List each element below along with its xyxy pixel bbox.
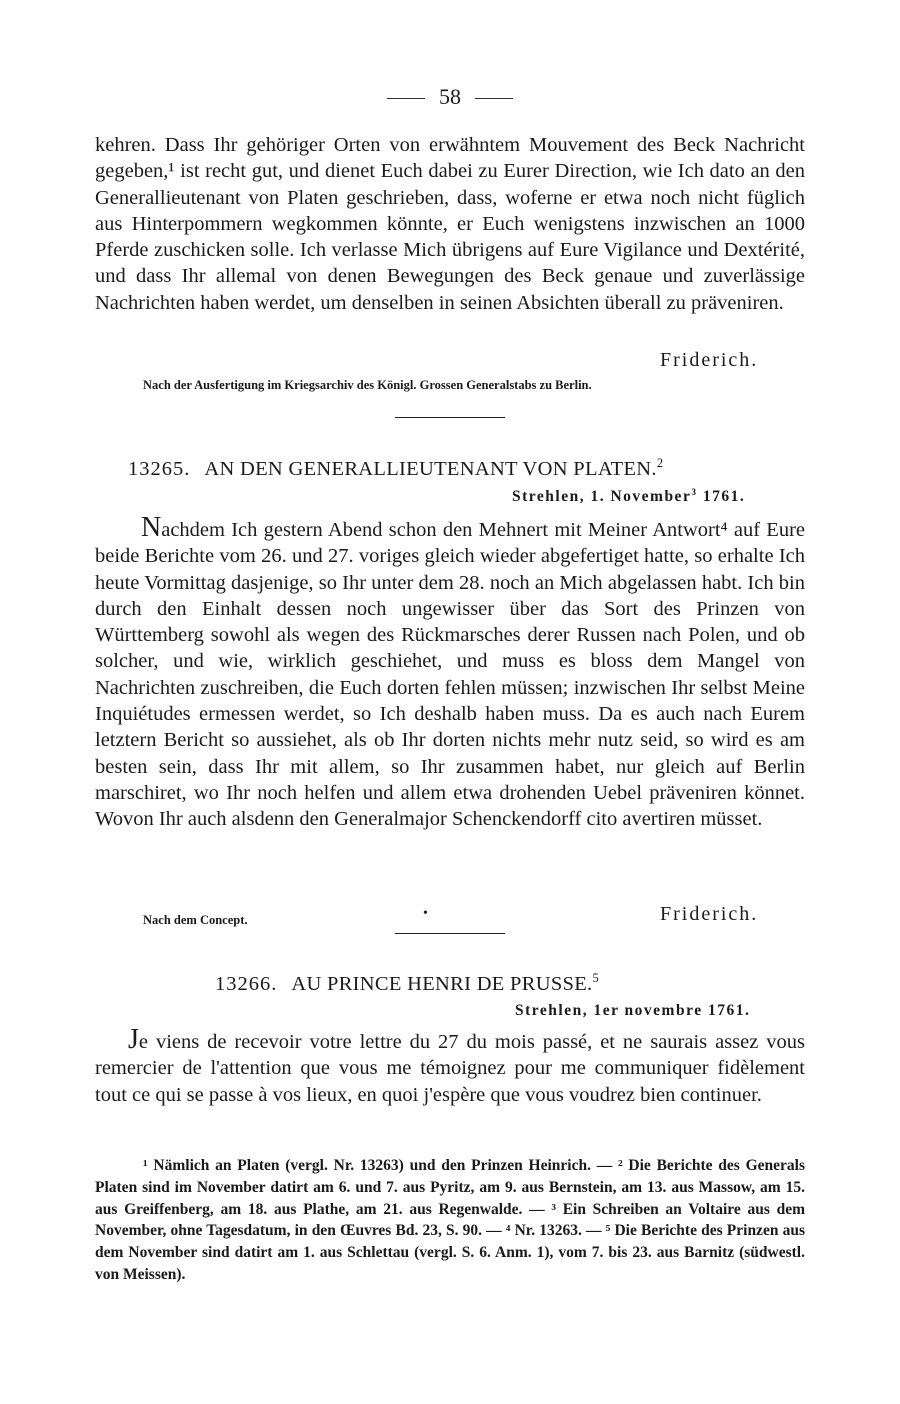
divider-dot: •: [423, 906, 428, 921]
letter-13265-title-note: 2: [656, 456, 664, 470]
letter-13265-number: 13265.: [128, 457, 191, 480]
letter-13265-dateline: Strehlen, 1. November$^3$ 1761.: [512, 488, 746, 506]
section-divider-2: [395, 933, 505, 934]
page-number-dash-left: [387, 98, 425, 99]
continued-letter-body: kehren. Dass Ihr gehöriger Orten von erwähntem Mouvement des Beck Nachricht gegeben,¹ ist recht gut, und dienet Euch dabei zu Eurer Direction, wie Ich dato an den Generallieutenant von Platen geschrieben, dass, woferne er etwa noch nicht füglich aus Hinterpommern wegkommen könnte, er Euch wenigstens inzwischen an 1000 Pferde zuschicken solle. Ich verlasse Mich übrigens auf Eure Vigilance und Dextérité, und dass Ihr allemal von denen Bewegungen des Beck genaue und zuverlässige Nachrichten haben werdet, um denselben in seinen Absichten überall zu präveniren.: [95, 134, 805, 314]
letter-13266-heading: [215, 971, 599, 996]
letter-13266-number: 13266.: [215, 972, 278, 995]
letter-13265-heading: [128, 456, 663, 481]
letter-13265-body: Nachdem Ich gestern Abend schon den Mehnert mit Meiner Antwort⁴ auf Eure beide Berichte vom 26. und 27. voriges gleich wieder abgefertiget hatte, so erhalte Ich heute Vormittag dasjenige, so Ihr unter dem 28. noch an Mich abgelassen habt. Ich bin durch den Einhalt dessen noch ungewisser über das Sort des Prinzen von Württemberg sowohl als wegen des Rückmarsches derer Russen nach Polen, und ob solcher, und wie, wirklich geschiehet, und muss es bloss dem Mangel von Nachrichten zuschreiben, die Euch dorten fehlen müssen; inzwischen Ihr selbst Meine Inquiétudes ermessen werdet, so Ich deshalb haben muss. Da es auch nach Eurem letztern Bericht so aussiehet, als ob Ihr dorten nichts mehr nutz seid, so wird es am besten sein, dass Ihr mit allem, so Ihr zusammen habet, nur gleich auf Berlin marschiret, wo Ihr noch helfen und allem etwa drohenden Uebel präveniren könnet. Wovon Ihr auch alsdenn den Generalmajor Schenckendorff cito avertiren müsset.: [95, 512, 805, 831]
page-number-dash-right: [475, 98, 513, 99]
letter-13266-title-note: 5: [592, 971, 599, 985]
page-number: [0, 84, 900, 110]
letter-13265-dropcap: N: [141, 512, 162, 543]
letter-13266-dropcap: J: [128, 1024, 139, 1055]
footnotes: ¹ Nämlich an Platen (vergl. Nr. 13263) und den Prinzen Heinrich. — ² Die Berichte des Generals Platen sind im November datirt am 6. und 7. aus Pyritz, am 9. aus Bernstein, am 13. aus Massow, am 15. aus Greiffenberg, am 18. aus Plathe, am 21. aus Regenwalde. — ³ Ein Schreiben an Voltaire aus dem November, ohne Tagesdatum, in den Œuvres Bd. 23, S. 90. — ⁴ Nr. 13263. — ⁵ Die Berichte des Prinzen aus dem November sind datirt am 1. aus Schlettau (vergl. S. 6. Anm. 1), vom 7. bis 23. aus Barnitz (südwestl. von Meissen).: [95, 1157, 805, 1283]
section-divider-1: [395, 417, 505, 418]
letter-13266-title: AU PRINCE HENRI DE PRUSSE.: [291, 972, 593, 995]
letter-13265-signature: Friderich.: [660, 903, 759, 925]
letter-13266-body: Je viens de recevoir votre lettre du 27 du mois passé, et ne saurais assez vous remercier de l'attention que vous me témoignez pour me communiquer fidèlement tout ce qui se passe à vos lieux, en quoi j'espère que vous voudrez bien continuer.: [95, 1024, 805, 1106]
continued-letter-source: Nach der Ausfertigung im Kriegsarchiv des Königl. Grossen Generalstabs zu Berlin.: [143, 378, 592, 392]
page-number-text: 58: [439, 84, 461, 109]
letter-13265-title: AN DEN GENERALLIEUTENANT VON PLATEN.: [204, 457, 657, 480]
continued-letter-signature: Friderich.: [660, 349, 759, 371]
letter-13265-source: Nach dem Concept.: [143, 913, 248, 927]
letter-13266-dateline: Strehlen, 1er novembre 1761.: [515, 1002, 751, 1019]
